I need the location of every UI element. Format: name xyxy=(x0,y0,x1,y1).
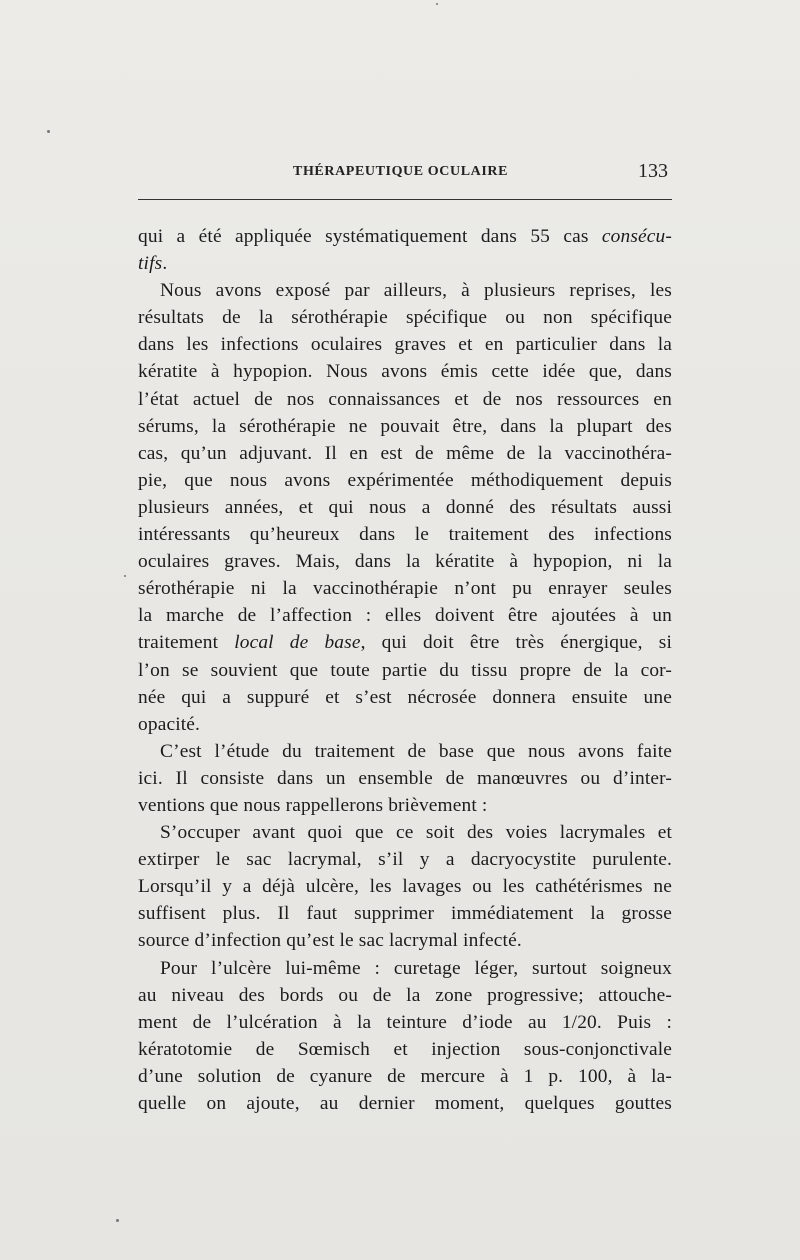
text-line: suffisent plus. Il faut supprimer immédiatement la grosse xyxy=(138,903,672,925)
text-line: ici. Il consiste dans un ensemble de manœuvres ou d’inter- xyxy=(138,767,672,789)
text-line: traitement local de base, qui doit être très énergique, si xyxy=(138,632,672,654)
text-line: au niveau des bords ou de la zone progressive; attouche- xyxy=(138,984,672,1006)
text-line: Nous avons exposé par ailleurs, à plusieurs reprises, les xyxy=(160,280,672,302)
paper-speck xyxy=(436,3,438,5)
text-line: dans les infections oculaires graves et en particulier dans la xyxy=(138,334,672,356)
running-title: THÉRAPEUTIQUE OCULAIRE xyxy=(293,164,509,179)
text-line: l’état actuel de nos connaissances et de nos ressources en xyxy=(138,388,672,410)
text-line: plusieurs années, et qui nous a donné des résultats aussi xyxy=(138,496,672,518)
text-line: oculaires graves. Mais, dans la kératite à hypopion, ni la xyxy=(138,551,672,573)
paper-speck xyxy=(116,1219,119,1222)
body-text xyxy=(138,223,672,1117)
paper-speck xyxy=(47,130,50,133)
text-line: l’on se souvient que toute partie du tissu propre de la cor- xyxy=(138,659,672,681)
text-line: tifs. xyxy=(138,253,168,275)
header-rule xyxy=(138,199,672,200)
text-line: sérums, la sérothérapie ne pouvait être, dans la plupart des xyxy=(138,415,672,437)
text-line: S’occuper avant quoi que ce soit des voies lacrymales et xyxy=(160,822,672,844)
text-line: cas, qu’un adjuvant. Il en est de même de la vaccinothéra- xyxy=(138,442,672,464)
text-line: d’une solution de cyanure de mercure à 1 p. 100, à la- xyxy=(138,1065,672,1087)
text-line: kératite à hypopion. Nous avons émis cette idée que, dans xyxy=(138,361,672,383)
text-line: intéressants qu’heureux dans le traitement des infections xyxy=(138,524,672,546)
page-number: 133 xyxy=(638,160,668,182)
text-line: extirper le sac lacrymal, s’il y a dacryocystite purulente. xyxy=(138,849,672,871)
text-line: la marche de l’affection : elles doivent être ajoutées à un xyxy=(138,605,672,627)
text-line: née qui a suppuré et s’est nécrosée donnera ensuite une xyxy=(138,686,672,708)
text-line: Lorsqu’il y a déjà ulcère, les lavages ou les cathétérismes ne xyxy=(138,876,672,898)
text-line: ment de l’ulcération à la teinture d’iode au 1/20. Puis : xyxy=(138,1011,672,1033)
text-line: qui a été appliquée systématiquement dans 55 cas consécu- xyxy=(138,226,672,247)
text-line: sérothérapie ni la vaccinothérapie n’ont pu enrayer seules xyxy=(138,578,672,600)
text-line: kératotomie de Sœmisch et injection sous-conjonctivale xyxy=(138,1038,672,1060)
text-line: ventions que nous rappellerons brièvement : xyxy=(138,794,488,816)
paper-speck xyxy=(124,575,126,577)
running-head xyxy=(138,160,672,190)
text-line: source d’infection qu’est le sac lacrymal infecté. xyxy=(138,930,522,952)
text-line: opacité. xyxy=(138,713,201,735)
text-line: quelle on ajoute, au dernier moment, quelques gouttes xyxy=(138,1093,672,1114)
text-line: Pour l’ulcère lui-même : curetage léger, surtout soigneux xyxy=(160,957,672,979)
text-line: résultats de la sérothérapie spécifique ou non spécifique xyxy=(138,307,672,329)
text-line: C’est l’étude du traitement de base que nous avons faite xyxy=(160,740,672,762)
text-line: pie, que nous avons expérimentée méthodiquement depuis xyxy=(138,469,672,491)
